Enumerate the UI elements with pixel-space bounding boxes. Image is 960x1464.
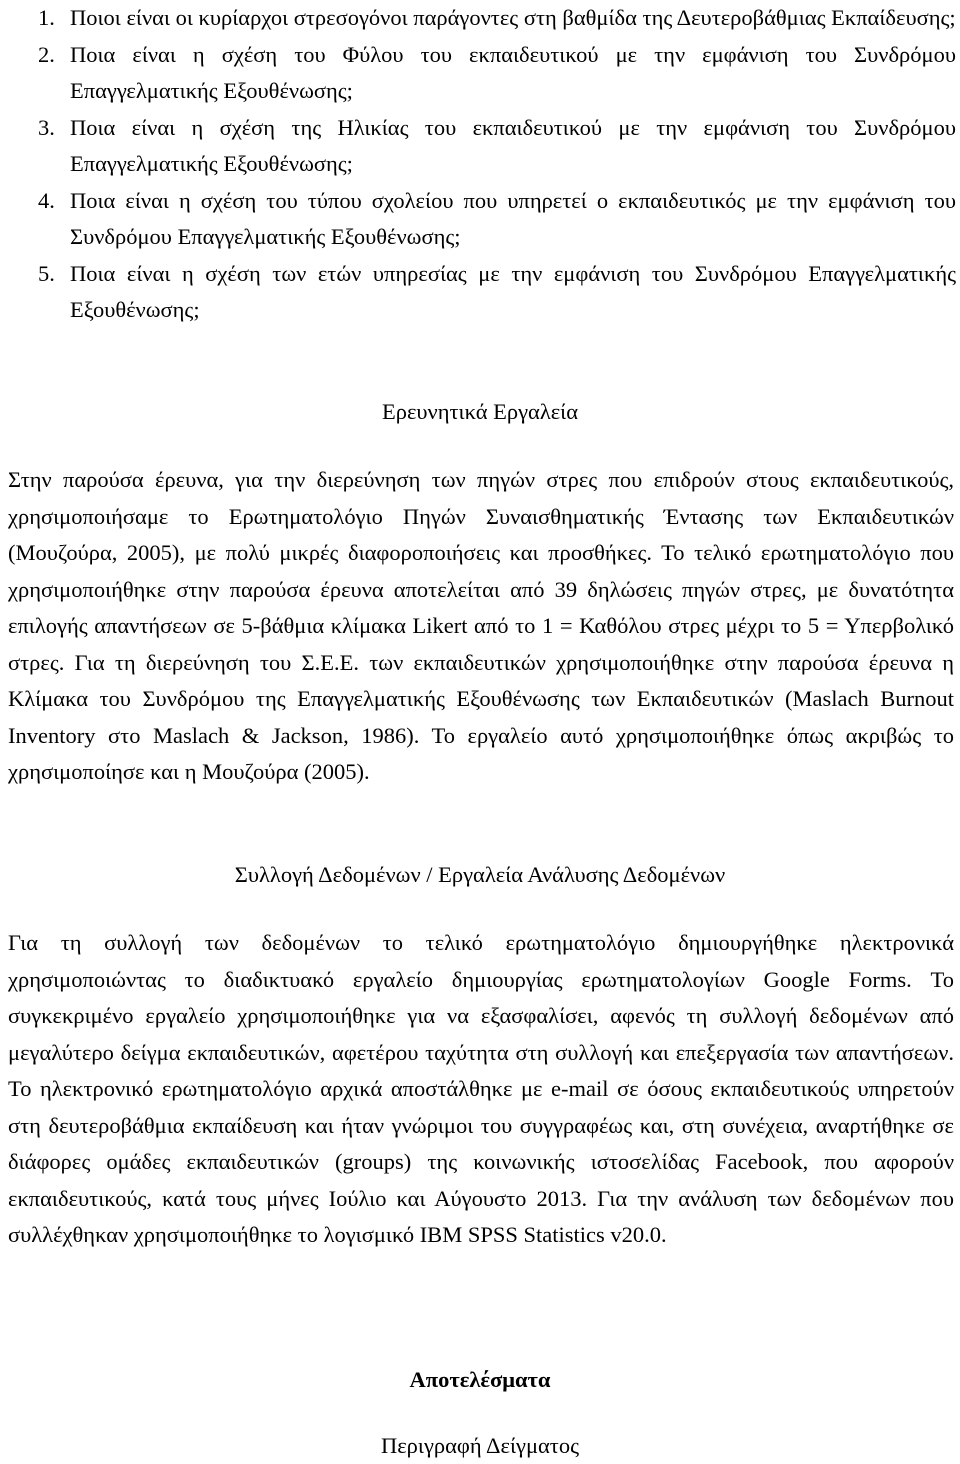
results-heading: Αποτελέσματα (409, 1367, 551, 1392)
research-question (8, 0, 956, 37)
research-question (8, 110, 956, 183)
research-question (8, 37, 956, 110)
research-question (8, 256, 956, 329)
question-text: Ποια είναι η σχέση των ετών υπηρεσίας με την εμφάνιση του Συνδρόμου Επαγγελματικής Εξουθένωσης; (70, 260, 956, 322)
question-text: Ποια είναι η σχέση του Φύλου του εκπαιδευτικού με την εμφάνιση του Συνδρόμου Επαγγελματικής Εξουθένωσης; (70, 41, 956, 103)
research-question (8, 183, 956, 256)
data-collection-paragraph: Για τη συλλογή των δεδομένων το τελικό ερωτηματολόγιο δημιουργήθηκε ηλεκτρονικά χρησιμοποιώντας το διαδικτυακό εργαλείο δημιουργίας ερωτηματολογίων Google Forms. Το συγκεκριμένο εργαλείο χρησιμοποιήθηκε για να εξασφαλίσει, αφενός τη συλλογή δεδομένων από μεγαλύτερο δείγμα εκπαιδευτικών, αφετέρου ταχύτητα στη συλλογή και επεξεργασία των απαντήσεων. Το ηλεκτρονικό ερωτηματολόγιο αρχικά αποστάλθηκε με e-mail σε όσους εκπαιδευτικούς υπηρετούν στη δευτεροβάθμια εκπαίδευση και ήταν γνώριμοι του συγγραφέως και, στη συνέχεια, αναρτήθηκε σε διάφορες ομάδες εκπαιδευτικών (groups) της κοινωνικής ιστοσελίδας Facebook, που αφορούν εκπαιδευτικούς, κατά τους μήνες Ιούλιο και Αύγουστο 2013. Για την ανάλυση των δεδομένων που συλλέχθηκαν χρησιμοποιήθηκε το λογισμικό IBM SPSS Statistics v20.0. (8, 930, 954, 1247)
question-number: 1. (38, 5, 55, 30)
question-text: Ποια είναι η σχέση του τύπου σχολείου που υπηρετεί ο εκπαιδευτικός με την εμφάνιση του Συνδρόμου Επαγγελματικής Εξουθένωσης; (70, 187, 956, 249)
research-tools-paragraph: Στην παρούσα έρευνα, για την διερεύνηση των πηγών στρες που επιδρούν στους εκπαιδευτικούς, χρησιμοποιήσαμε το Ερωτηματολόγιο Πηγών Συναισθηματικής Έντασης των Εκπαιδευτικών (Μουζούρα, 2005), με πολύ μικρές διαφοροποιήσεις και προσθήκες. Το τελικό ερωτηματολόγιο που χρησιμοποιήθηκε στην παρούσα έρευνα αποτελείται από 39 δηλώσεις πηγών στρες, με δυνατότητα επιλογής απαντήσεων σε 5-βάθμια κλίμακα Likert από το 1 = Καθόλου στρες μέχρι το 5 = Υπερβολικό στρες. Για τη διερεύνηση του Σ.Ε.Ε. των εκπαιδευτικών χρησιμοποιήθηκε στην παρούσα έρευνα η Κλίμακα του Συνδρόμου της Επαγγελματικής Εξουθένωσης των Εκπαιδευτικών (Maslach Burnout Inventory στο Maslach & Jackson, 1986). Το εργαλείο αυτό χρησιμοποιήθηκε όπως ακριβώς το χρησιμοποίησε και η Μουζούρα (2005). (8, 467, 954, 784)
question-text: Ποια είναι η σχέση της Ηλικίας του εκπαιδευτικού με την εμφάνιση του Συνδρόμου Επαγγελματικής Εξουθένωσης; (70, 114, 956, 176)
question-number: 2. (38, 41, 55, 67)
question-text: Ποιοι είναι οι κυρίαρχοι στρεσογόνοι παράγοντες στη βαθμίδα της Δευτεροβάθμιας Εκπαίδευσης; (70, 5, 956, 30)
question-number: 4. (38, 187, 55, 213)
question-number: 5. (38, 260, 55, 286)
sample-description-subheading: Περιγραφή Δείγματος (380, 1433, 580, 1458)
research-tools-heading: Ερευνητικά Εργαλεία (381, 399, 579, 424)
research-questions-list (8, 0, 956, 329)
question-number: 3. (38, 114, 55, 140)
data-collection-heading: Συλλογή Δεδομένων / Εργαλεία Ανάλυσης Δεδομένων (234, 862, 726, 887)
